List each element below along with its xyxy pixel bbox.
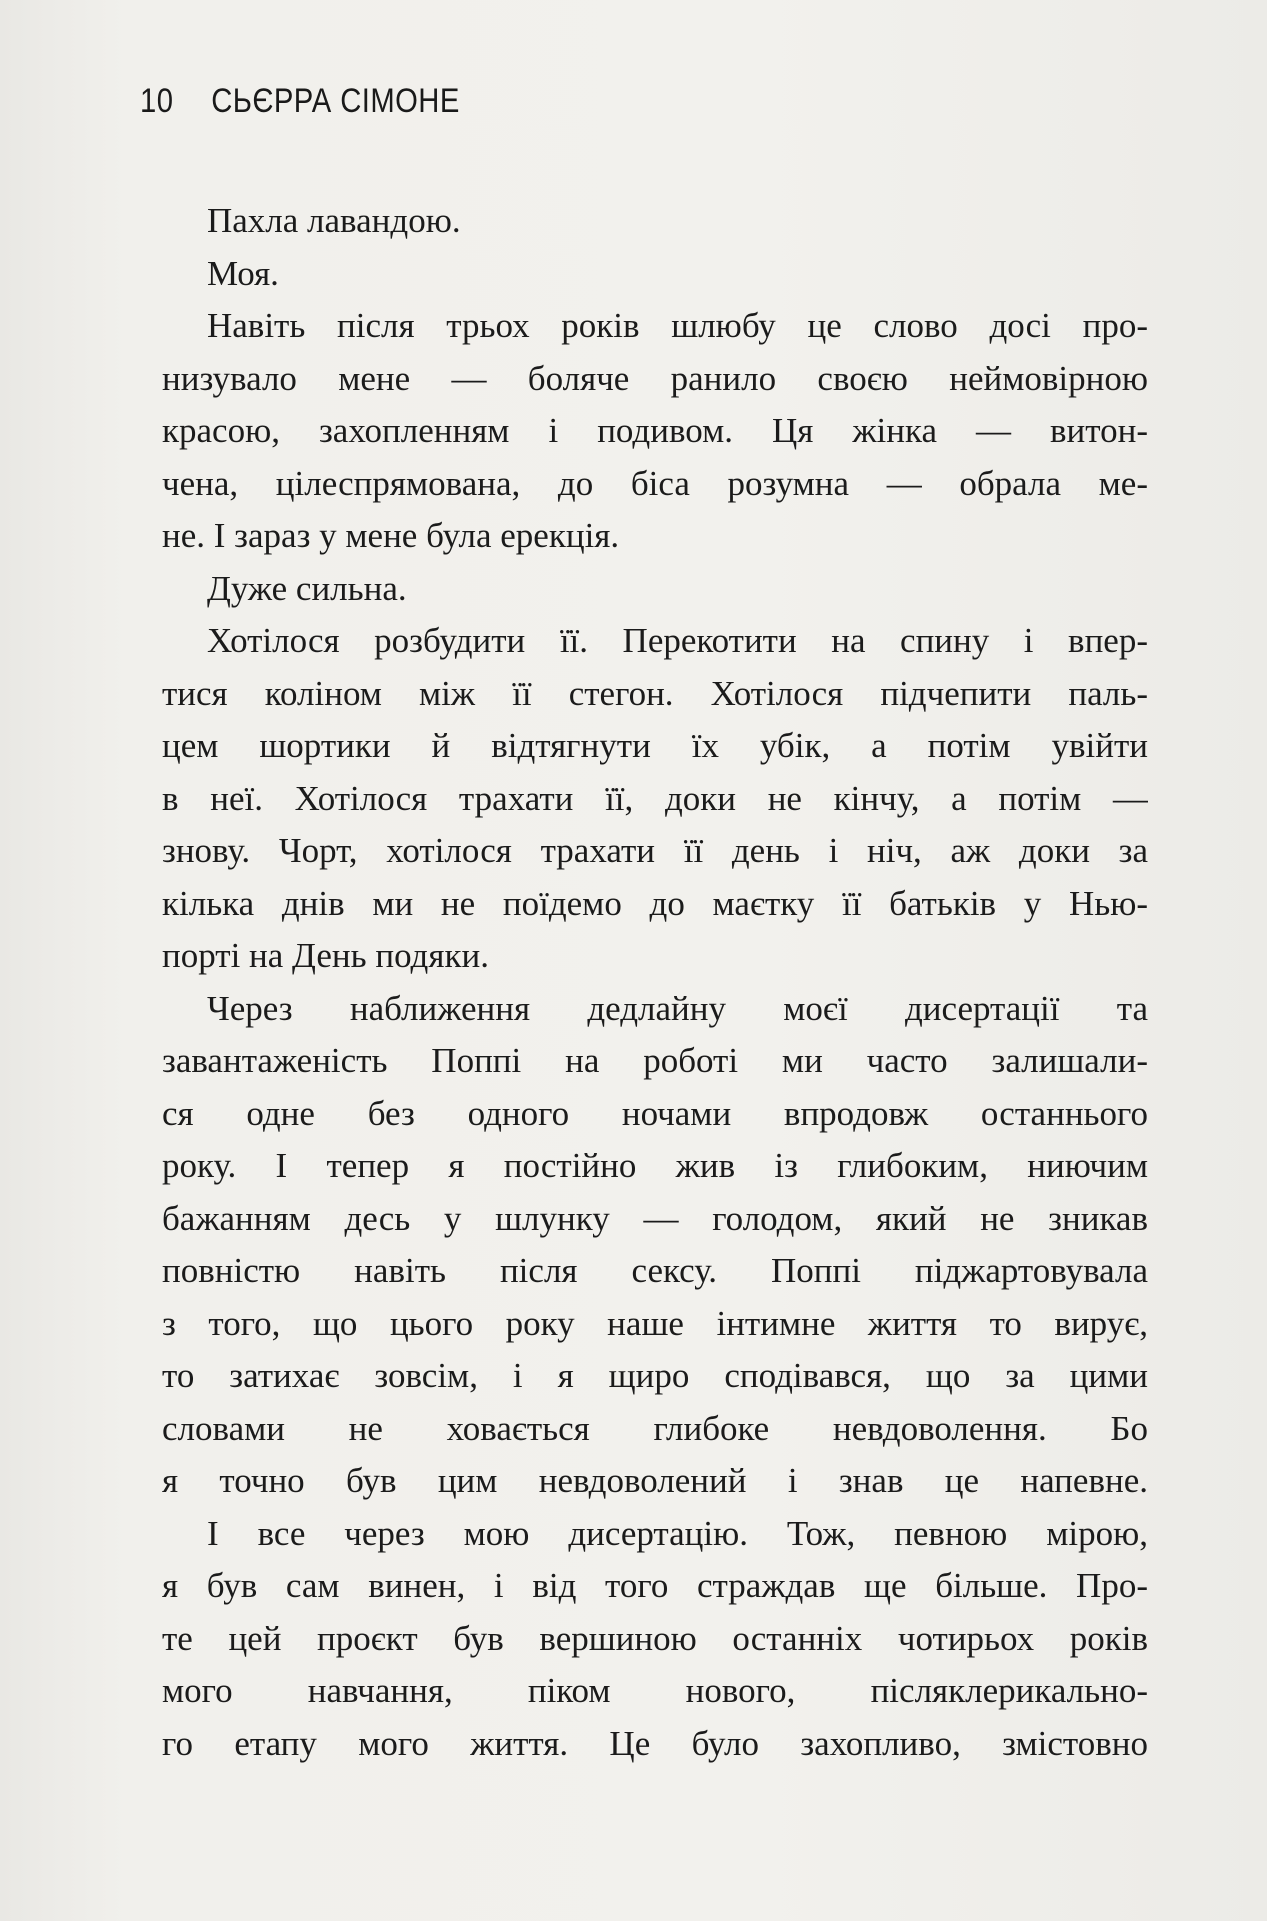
text-line: Дуже сильна. [207,568,407,608]
text-line: красою, захопленням і подивом. Ця жінка — витон- [162,411,1148,450]
text-line: я точно був цим невдоволений і знав це напевне. [162,1461,1148,1500]
text-line: ся одне без одного ночами впродовж останнього [162,1093,1148,1133]
running-head [140,82,460,121]
text-line: І все через мою дисертацію. Тож, певною мірою, [207,1513,1148,1553]
text-line: з того, що цього року наше інтимне життя то вирує, [162,1303,1148,1343]
text-line: чена, цілеспрямована, до біса розумна — обрала ме- [162,463,1148,503]
text-line: знову. Чорт, хотілося трахати її день і ніч, аж доки за [162,831,1148,870]
text-line: Пахла лавандою. [207,201,461,240]
text-line: го етапу мого життя. Це було захопливо, змістовно [162,1723,1148,1763]
text-line: Моя. [207,253,279,293]
text-line: Навіть після трьох років шлюбу це слово досі про- [207,306,1148,345]
running-title: СЬЄРРА СІМОНЕ [211,82,460,120]
text-line: низувало мене — боляче ранило своєю неймовірною [162,358,1148,398]
text-line: порті на День подяки. [162,936,489,975]
text-line: року. І тепер я постійно жив із глибоким, ниючим [162,1146,1148,1185]
text-line: те цей проєкт був вершиною останніх чотирьох років [162,1618,1148,1658]
text-line: завантаженість Поппі на роботі ми часто залишали- [162,1041,1148,1080]
page-number: 10 [140,82,174,120]
text-line: тися коліном між її стегон. Хотілося підчепити паль- [162,673,1148,713]
text-line: цем шортики й відтягнути їх убік, а потім увійти [162,726,1148,765]
body-text [162,195,1148,1770]
text-line: повністю навіть після сексу. Поппі піджартовувала [162,1251,1148,1290]
text-line: мого навчання, піком нового, післяклерикально- [162,1671,1148,1710]
text-line: я був сам винен, і від того страждав ще більше. Про- [162,1566,1148,1605]
text-line: Через наближення дедлайну моєї дисертації та [207,988,1148,1028]
text-line: не. І зараз у мене була ерекція. [162,516,620,555]
text-line: словами не ховається глибоке невдоволення. Бо [162,1408,1148,1448]
text-line: в неї. Хотілося трахати її, доки не кінчу, а потім — [162,778,1148,818]
text-line: кілька днів ми не поїдемо до маєтку її батьків у Нью- [162,883,1148,923]
text-line: Хотілося розбудити її. Перекотити на спину і впер- [207,621,1148,660]
text-line: то затихає зовсім, і я щиро сподівався, що за цими [162,1356,1148,1395]
text-line: бажанням десь у шлунку — голодом, який не зникав [162,1198,1148,1238]
